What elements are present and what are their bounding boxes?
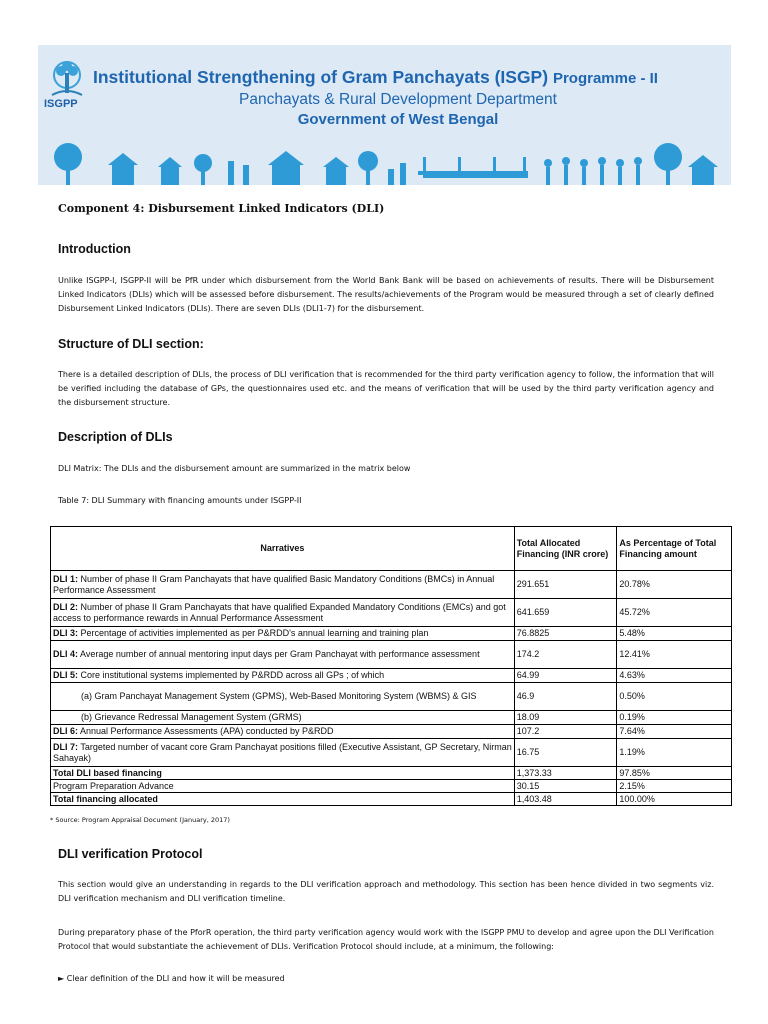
isgpp-tree-logo-icon (42, 59, 92, 119)
table-row (51, 711, 732, 725)
header-percentage: As Percentage of Total Financing amount (617, 527, 732, 571)
row-text: Average number of annual mentoring input days per Gram Panchayat with performance assessment (78, 649, 480, 659)
row-amount: 76.8825 (514, 627, 617, 641)
table-row (51, 767, 732, 780)
header-banner (38, 45, 731, 185)
table-row (51, 669, 732, 683)
verification-para1: This section would give an understanding in regards to the DLI verification approach and methodology. This section has been hence divided in two segments viz. DLI verification mechanism and DLI verification timeline. (58, 880, 714, 903)
row-pct: 4.63% (617, 669, 732, 683)
introduction-text: Unlike ISGPP-I, ISGPP-II will be PfR under which disbursement from the World Bank Bank will be based on achievements of results. There will be Disbursement Linked Indicators (DLIs) which will be assessed before disbursement. The results/achievements of the Program would be measured through a set of clearly defined Disbursement Linked Indicators (DLIs). There are seven DLIs (DLI1-7) for the disbursement. (58, 276, 714, 313)
introduction-heading: Introduction (58, 242, 131, 256)
row-text: Percentage of activities implemented as per P&RDD's annual learning and training plan (78, 628, 429, 638)
row-pct: 0.19% (617, 711, 732, 725)
row-amount: 291.651 (514, 571, 617, 599)
row-label: DLI 5: (53, 670, 79, 680)
village-scene-illustration (38, 135, 731, 185)
banner-title-main: Institutional Strengthening of Gram Panchayats (ISGP) (93, 67, 549, 87)
table-row (51, 725, 732, 739)
row-amount: 174.2 (514, 641, 617, 669)
row-amount: 64.99 (514, 669, 617, 683)
row-pct: 12.41% (617, 641, 732, 669)
row-text: Number of phase II Gram Panchayats that have qualified Expanded Mandatory Conditions (EMCs) and got access to performance rewards in Annual Performance Assessment (53, 601, 506, 623)
table-row (51, 599, 732, 627)
banner-title (93, 67, 658, 88)
row-amount: 30.15 (514, 780, 617, 793)
table-row (51, 780, 732, 793)
table-caption: Table 7: DLI Summary with financing amounts under ISGPP-II (58, 496, 302, 505)
banner-title-suffix: Programme - II (552, 70, 658, 87)
dli-summary-table (50, 526, 732, 806)
structure-heading: Structure of DLI section: (58, 337, 204, 351)
bullet-arrow-icon: ► (58, 974, 65, 983)
table-header-row (51, 527, 732, 571)
table-row (51, 683, 732, 711)
row-text: Core institutional systems implemented by P&RDD across all GPs ; of which (78, 670, 385, 680)
table-row (51, 793, 732, 806)
row-label: DLI 2: (53, 601, 79, 612)
row-pct: 20.78% (617, 571, 732, 599)
row-amount: 641.659 (514, 599, 617, 627)
verification-para2: During preparatory phase of the PforR operation, the third party verification agency would work with the ISGPP PMU to develop and agree upon the DLI Verification Protocol that would substantiate the achievement of DLIs. Verification Protocol should include, at a minimum, the following: (58, 928, 714, 951)
verification-heading: DLI verification Protocol (58, 847, 203, 861)
row-amount: 18.09 (514, 711, 617, 725)
table-row (51, 627, 732, 641)
structure-text: There is a detailed description of DLIs, the process of DLI verification that is recommended for the third party verification agency to follow, the information that will be verified including the database of GPs, the questionnaires used etc. and the means of verification that will be used by the third party verification agency and the disbursement structure. (58, 370, 714, 407)
row-amount: 1,373.33 (514, 767, 617, 780)
row-pct: 1.19% (617, 739, 732, 767)
row-text: (b) Grievance Redressal Management System (GRMS) (81, 712, 302, 722)
table-row (51, 641, 732, 669)
row-label: Total financing allocated (53, 793, 158, 804)
row-label: DLI 1: (53, 573, 79, 584)
row-pct: 5.48% (617, 627, 732, 641)
row-label: DLI 3: (53, 628, 79, 638)
banner-government: Government of West Bengal (297, 111, 499, 128)
row-pct: 100.00% (617, 793, 732, 806)
row-amount: 1,403.48 (514, 793, 617, 806)
header-narratives: Narratives (51, 527, 515, 571)
row-pct: 0.50% (617, 683, 732, 711)
row-amount: 46.9 (514, 683, 617, 711)
row-text: Program Preparation Advance (53, 780, 174, 791)
row-text: (a) Gram Panchayat Management System (GPMS), Web-Based Monitoring System (WBMS) & GIS (81, 691, 477, 701)
header-financing: Total Allocated Financing (INR crore) (514, 527, 617, 571)
row-text: Number of phase II Gram Panchayats that have qualified Basic Mandatory Conditions (BMCs) in Annual Performance Assessment (53, 573, 495, 595)
table-row (51, 571, 732, 599)
row-label: DLI 7: (53, 741, 79, 752)
row-pct: 2.15% (617, 780, 732, 793)
row-amount: 107.2 (514, 725, 617, 739)
banner-subtitle: Panchayats & Rural Development Department (239, 91, 557, 108)
bullet-text: Clear definition of the DLI and how it will be measured (66, 974, 285, 983)
row-pct: 7.64% (617, 725, 732, 739)
row-text: Annual Performance Assessments (APA) conducted by P&RDD (78, 726, 334, 736)
component-heading: Component 4: Disbursement Linked Indicators (DLI) (58, 202, 385, 215)
dli-matrix-note: DLI Matrix: The DLIs and the disbursement amount are summarized in the matrix below (58, 464, 411, 473)
row-pct: 97.85% (617, 767, 732, 780)
logo-label: ISGPP (44, 98, 78, 110)
table-row (51, 739, 732, 767)
row-pct: 45.72% (617, 599, 732, 627)
row-amount: 16.75 (514, 739, 617, 767)
source-note: * Source: Program Appraisal Document (January, 2017) (50, 816, 230, 824)
bullet-item (58, 974, 285, 983)
row-label: DLI 6: (53, 726, 79, 736)
row-text: Targeted number of vacant core Gram Panchayat positions filled (Executive Assistant, GP Secretary, Nirman Sahayak) (53, 741, 512, 763)
row-label: Total DLI based financing (53, 767, 162, 778)
row-label: DLI 4: (53, 649, 79, 659)
description-heading: Description of DLIs (58, 430, 173, 444)
